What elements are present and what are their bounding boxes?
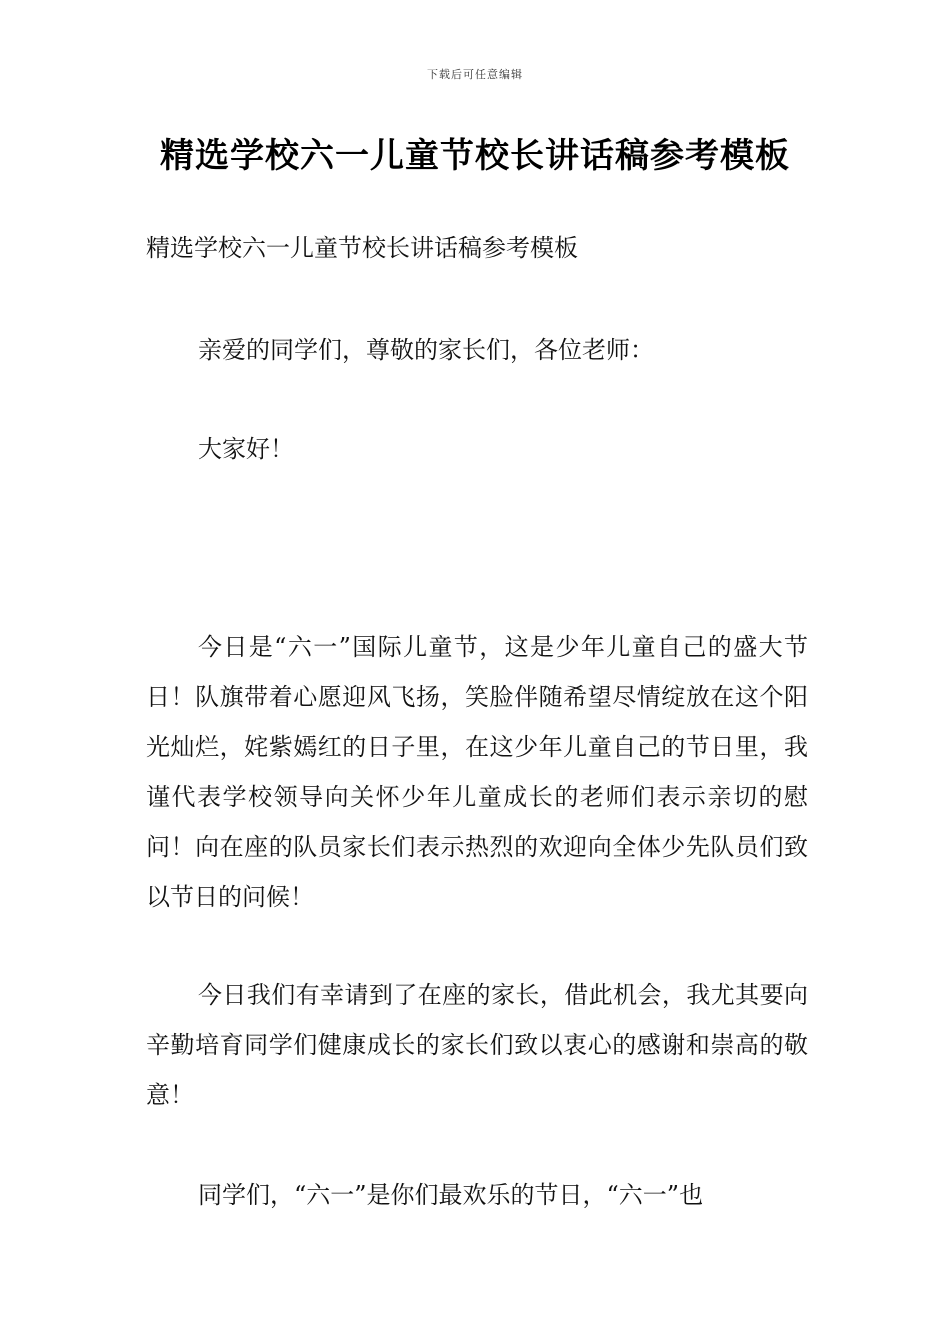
paragraph-childrens-day: 今日是“六一”国际儿童节，这是少年儿童自己的盛大节日！队旗带着心愿迎风飞扬，笑脸伴随希望尽情绽放在这个阳光灿烂，姹紫嫣红的日子里，在这少年儿童自己的节日里，我谨代表学校领导向关怀少年儿童成长的老师们表示亲切的慰问！向在座的队员家长们表示热烈的欢迎向全体少先队员们致以节日的问候！: [146, 633, 808, 911]
paragraph-closing-start: 同学们，“六一”是你们最欢乐的节日，“六一”也: [198, 1181, 704, 1209]
paragraph-greeting: 亲爱的同学们，尊敬的家长们，各位老师：: [198, 336, 654, 364]
header-note: 下载后可任意编辑: [427, 68, 523, 81]
paragraph-hello: 大家好！: [198, 435, 294, 463]
document-subtitle: 精选学校六一儿童节校长讲话稿参考模板: [146, 234, 578, 262]
document-title: 精选学校六一儿童节校长讲话稿参考模板: [160, 136, 790, 176]
paragraph-thanks-parents: 今日我们有幸请到了在座的家长，借此机会，我尤其要向辛勤培育同学们健康成长的家长们致以衷心的感谢和崇高的敬意！: [146, 981, 808, 1109]
